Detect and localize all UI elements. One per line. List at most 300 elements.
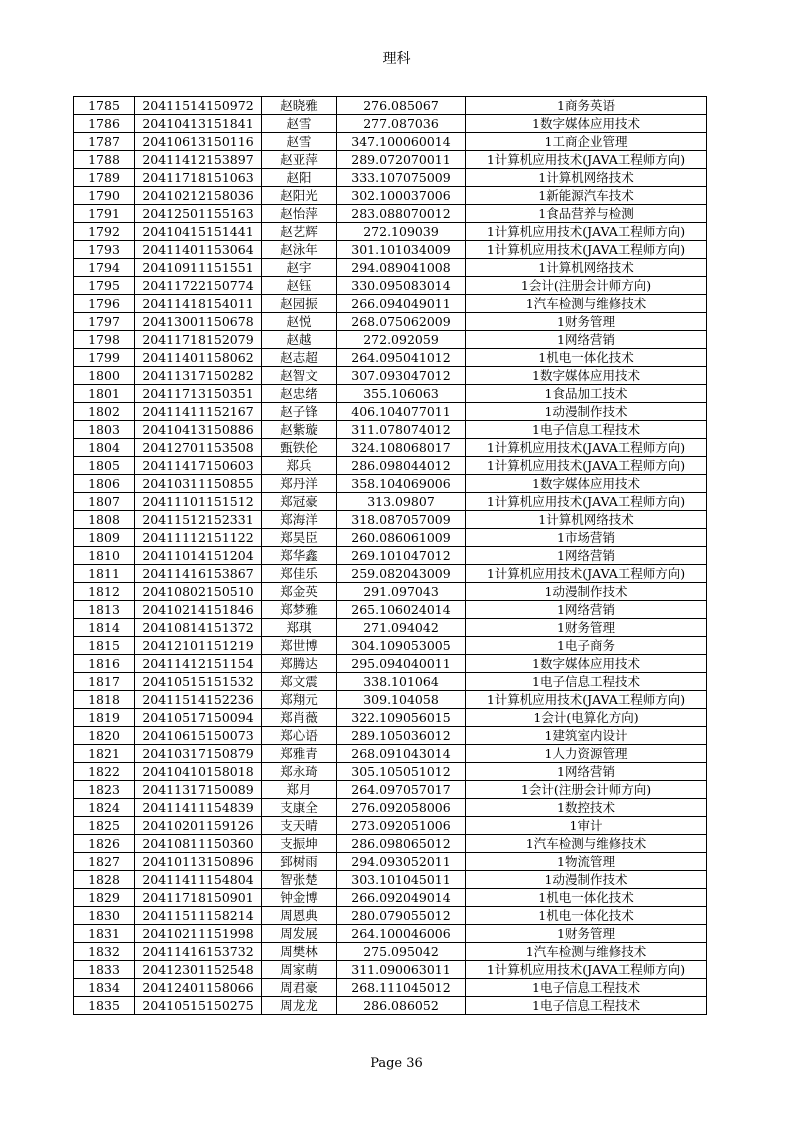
row-number-cell: 1833 — [74, 961, 135, 979]
student-name-cell: 周樊林 — [262, 943, 337, 961]
major-cell: 1汽车检测与维修技术 — [466, 835, 707, 853]
student-name-cell: 郑佳乐 — [262, 565, 337, 583]
table-row — [74, 565, 707, 583]
exam-id-cell: 20411411154804 — [135, 871, 262, 889]
score-cell: 318.087057009 — [337, 511, 466, 529]
student-name-cell: 智张楚 — [262, 871, 337, 889]
exam-id-cell: 20411722150774 — [135, 277, 262, 295]
student-name-cell: 郑华鑫 — [262, 547, 337, 565]
table-row — [74, 835, 707, 853]
student-name-cell: 郑金英 — [262, 583, 337, 601]
score-cell: 286.098065012 — [337, 835, 466, 853]
score-cell: 272.109039 — [337, 223, 466, 241]
exam-id-cell: 20412701153508 — [135, 439, 262, 457]
major-cell: 1计算机网络技术 — [466, 169, 707, 187]
exam-id-cell: 20410911151551 — [135, 259, 262, 277]
score-cell: 289.105036012 — [337, 727, 466, 745]
major-cell: 1汽车检测与维修技术 — [466, 943, 707, 961]
student-name-cell: 赵越 — [262, 331, 337, 349]
exam-id-cell: 20411401153064 — [135, 241, 262, 259]
student-name-cell: 周发展 — [262, 925, 337, 943]
student-name-cell: 郑琪 — [262, 619, 337, 637]
exam-id-cell: 20410517150094 — [135, 709, 262, 727]
score-cell: 283.088070012 — [337, 205, 466, 223]
exam-id-cell: 20411416153867 — [135, 565, 262, 583]
table-row — [74, 583, 707, 601]
exam-id-cell: 20410201159126 — [135, 817, 262, 835]
student-name-cell: 支康全 — [262, 799, 337, 817]
row-number-cell: 1790 — [74, 187, 135, 205]
student-name-cell: 赵艺辉 — [262, 223, 337, 241]
score-cell: 268.111045012 — [337, 979, 466, 997]
score-cell: 295.094040011 — [337, 655, 466, 673]
score-cell: 289.072070011 — [337, 151, 466, 169]
student-name-cell: 周君豪 — [262, 979, 337, 997]
exam-id-cell: 20410613150116 — [135, 133, 262, 151]
major-cell: 1计算机应用技术(JAVA工程师方向) — [466, 565, 707, 583]
major-cell: 1动漫制作技术 — [466, 871, 707, 889]
score-cell: 347.100060014 — [337, 133, 466, 151]
row-number-cell: 1789 — [74, 169, 135, 187]
row-number-cell: 1818 — [74, 691, 135, 709]
exam-id-cell: 20411317150282 — [135, 367, 262, 385]
exam-id-cell: 20411411154839 — [135, 799, 262, 817]
score-cell: 355.106063 — [337, 385, 466, 403]
row-number-cell: 1826 — [74, 835, 135, 853]
major-cell: 1计算机应用技术(JAVA工程师方向) — [466, 151, 707, 169]
major-cell: 1建筑室内设计 — [466, 727, 707, 745]
major-cell: 1会计(注册会计师方向) — [466, 781, 707, 799]
student-name-cell: 周龙龙 — [262, 997, 337, 1015]
score-cell: 266.092049014 — [337, 889, 466, 907]
table-row — [74, 727, 707, 745]
major-cell: 1计算机应用技术(JAVA工程师方向) — [466, 223, 707, 241]
exam-id-cell: 20410413151841 — [135, 115, 262, 133]
score-cell: 358.104069006 — [337, 475, 466, 493]
score-cell: 265.106024014 — [337, 601, 466, 619]
row-number-cell: 1808 — [74, 511, 135, 529]
major-cell: 1动漫制作技术 — [466, 583, 707, 601]
exam-id-cell: 20410415151441 — [135, 223, 262, 241]
row-number-cell: 1814 — [74, 619, 135, 637]
student-name-cell: 赵怡萍 — [262, 205, 337, 223]
table-row — [74, 619, 707, 637]
score-cell: 302.100037006 — [337, 187, 466, 205]
score-cell: 333.107075009 — [337, 169, 466, 187]
exam-id-cell: 20412301152548 — [135, 961, 262, 979]
major-cell: 1数字媒体应用技术 — [466, 115, 707, 133]
table-row — [74, 421, 707, 439]
row-number-cell: 1816 — [74, 655, 135, 673]
row-number-cell: 1795 — [74, 277, 135, 295]
student-name-cell: 赵泳年 — [262, 241, 337, 259]
score-cell: 266.094049011 — [337, 295, 466, 313]
student-name-cell: 支天晴 — [262, 817, 337, 835]
table-row — [74, 529, 707, 547]
major-cell: 1计算机网络技术 — [466, 511, 707, 529]
student-name-cell: 郑世博 — [262, 637, 337, 655]
table-row — [74, 223, 707, 241]
row-number-cell: 1822 — [74, 763, 135, 781]
table-row — [74, 205, 707, 223]
major-cell: 1计算机应用技术(JAVA工程师方向) — [466, 961, 707, 979]
table-row — [74, 709, 707, 727]
score-cell: 303.101045011 — [337, 871, 466, 889]
major-cell: 1新能源汽车技术 — [466, 187, 707, 205]
score-cell: 294.089041008 — [337, 259, 466, 277]
student-name-cell: 钟金博 — [262, 889, 337, 907]
row-number-cell: 1828 — [74, 871, 135, 889]
major-cell: 1会计(注册会计师方向) — [466, 277, 707, 295]
major-cell: 1财务管理 — [466, 925, 707, 943]
score-cell: 275.095042 — [337, 943, 466, 961]
row-number-cell: 1821 — [74, 745, 135, 763]
table-row — [74, 943, 707, 961]
exam-id-cell: 20411401158062 — [135, 349, 262, 367]
major-cell: 1机电一体化技术 — [466, 889, 707, 907]
exam-id-cell: 20411412151154 — [135, 655, 262, 673]
exam-id-cell: 20411411152167 — [135, 403, 262, 421]
row-number-cell: 1810 — [74, 547, 135, 565]
student-name-cell: 甄铁伦 — [262, 439, 337, 457]
student-name-cell: 郑心语 — [262, 727, 337, 745]
major-cell: 1会计(电算化方向) — [466, 709, 707, 727]
exam-id-cell: 20411101151512 — [135, 493, 262, 511]
row-number-cell: 1815 — [74, 637, 135, 655]
exam-id-cell: 20411718150901 — [135, 889, 262, 907]
student-name-cell: 赵阳 — [262, 169, 337, 187]
row-number-cell: 1798 — [74, 331, 135, 349]
score-cell: 291.097043 — [337, 583, 466, 601]
table-row — [74, 277, 707, 295]
row-number-cell: 1830 — [74, 907, 135, 925]
table-row — [74, 745, 707, 763]
score-cell: 309.104058 — [337, 691, 466, 709]
row-number-cell: 1817 — [74, 673, 135, 691]
major-cell: 1物流管理 — [466, 853, 707, 871]
table-row — [74, 871, 707, 889]
table-row — [74, 259, 707, 277]
major-cell: 1网络营销 — [466, 601, 707, 619]
major-cell: 1电子商务 — [466, 637, 707, 655]
exam-id-cell: 20411417150603 — [135, 457, 262, 475]
major-cell: 1数字媒体应用技术 — [466, 475, 707, 493]
table-row — [74, 403, 707, 421]
exam-id-cell: 20410214151846 — [135, 601, 262, 619]
major-cell: 1食品加工技术 — [466, 385, 707, 403]
major-cell: 1财务管理 — [466, 313, 707, 331]
exam-id-cell: 20411713150351 — [135, 385, 262, 403]
student-name-cell: 赵园振 — [262, 295, 337, 313]
major-cell: 1网络营销 — [466, 547, 707, 565]
exam-id-cell: 20411718151063 — [135, 169, 262, 187]
student-name-cell: 郅树雨 — [262, 853, 337, 871]
student-name-cell: 郑海洋 — [262, 511, 337, 529]
table-row — [74, 763, 707, 781]
major-cell: 1计算机应用技术(JAVA工程师方向) — [466, 493, 707, 511]
exam-id-cell: 20411416153732 — [135, 943, 262, 961]
table-row — [74, 601, 707, 619]
major-cell: 1人力资源管理 — [466, 745, 707, 763]
score-cell: 276.092058006 — [337, 799, 466, 817]
row-number-cell: 1799 — [74, 349, 135, 367]
table-row — [74, 115, 707, 133]
page-number: Page 36 — [370, 1056, 423, 1071]
student-name-cell: 周家萌 — [262, 961, 337, 979]
student-name-cell: 赵悦 — [262, 313, 337, 331]
table-row — [74, 925, 707, 943]
major-cell: 1数字媒体应用技术 — [466, 367, 707, 385]
table-row — [74, 439, 707, 457]
score-cell: 330.095083014 — [337, 277, 466, 295]
major-cell: 1电子信息工程技术 — [466, 997, 707, 1015]
exam-id-cell: 20410311150855 — [135, 475, 262, 493]
major-cell: 1动漫制作技术 — [466, 403, 707, 421]
exam-id-cell: 20410413150886 — [135, 421, 262, 439]
table-row — [74, 781, 707, 799]
student-name-cell: 赵忠绪 — [262, 385, 337, 403]
major-cell: 1财务管理 — [466, 619, 707, 637]
table-row — [74, 349, 707, 367]
major-cell: 1电子信息工程技术 — [466, 673, 707, 691]
table-row — [74, 313, 707, 331]
student-name-cell: 郑月 — [262, 781, 337, 799]
student-name-cell: 周恩典 — [262, 907, 337, 925]
table-row — [74, 997, 707, 1015]
major-cell: 1电子信息工程技术 — [466, 421, 707, 439]
score-cell: 268.091043014 — [337, 745, 466, 763]
table-row — [74, 673, 707, 691]
row-number-cell: 1788 — [74, 151, 135, 169]
score-cell: 268.075062009 — [337, 313, 466, 331]
table-row — [74, 457, 707, 475]
row-number-cell: 1792 — [74, 223, 135, 241]
exam-id-cell: 20410615150073 — [135, 727, 262, 745]
row-number-cell: 1797 — [74, 313, 135, 331]
score-cell: 324.108068017 — [337, 439, 466, 457]
row-number-cell: 1820 — [74, 727, 135, 745]
score-cell: 294.093052011 — [337, 853, 466, 871]
row-number-cell: 1785 — [74, 97, 135, 115]
major-cell: 1机电一体化技术 — [466, 349, 707, 367]
table-row — [74, 817, 707, 835]
student-name-cell: 赵紫璇 — [262, 421, 337, 439]
score-cell: 304.109053005 — [337, 637, 466, 655]
table-row — [74, 187, 707, 205]
score-cell: 269.101047012 — [337, 547, 466, 565]
score-cell: 264.097057017 — [337, 781, 466, 799]
row-number-cell: 1802 — [74, 403, 135, 421]
row-number-cell: 1825 — [74, 817, 135, 835]
score-cell: 260.086061009 — [337, 529, 466, 547]
table-row — [74, 151, 707, 169]
table-row — [74, 961, 707, 979]
exam-id-cell: 20412501155163 — [135, 205, 262, 223]
table-row — [74, 889, 707, 907]
row-number-cell: 1829 — [74, 889, 135, 907]
score-cell: 305.105051012 — [337, 763, 466, 781]
score-cell: 259.082043009 — [337, 565, 466, 583]
score-cell: 273.092051006 — [337, 817, 466, 835]
table-row — [74, 979, 707, 997]
student-name-cell: 郑腾达 — [262, 655, 337, 673]
row-number-cell: 1801 — [74, 385, 135, 403]
row-number-cell: 1807 — [74, 493, 135, 511]
exam-id-cell: 20411511158214 — [135, 907, 262, 925]
exam-id-cell: 20410317150879 — [135, 745, 262, 763]
major-cell: 1食品营养与检测 — [466, 205, 707, 223]
student-name-cell: 赵阳光 — [262, 187, 337, 205]
exam-id-cell: 20412401158066 — [135, 979, 262, 997]
row-number-cell: 1796 — [74, 295, 135, 313]
score-cell: 264.095041012 — [337, 349, 466, 367]
student-name-cell: 赵子锋 — [262, 403, 337, 421]
student-name-cell: 赵宇 — [262, 259, 337, 277]
row-number-cell: 1787 — [74, 133, 135, 151]
row-number-cell: 1832 — [74, 943, 135, 961]
student-name-cell: 支振坤 — [262, 835, 337, 853]
exam-id-cell: 20410811150360 — [135, 835, 262, 853]
row-number-cell: 1809 — [74, 529, 135, 547]
table-row — [74, 853, 707, 871]
table-row — [74, 799, 707, 817]
row-number-cell: 1831 — [74, 925, 135, 943]
row-number-cell: 1811 — [74, 565, 135, 583]
score-cell: 264.100046006 — [337, 925, 466, 943]
major-cell: 1机电一体化技术 — [466, 907, 707, 925]
table-row — [74, 385, 707, 403]
exam-id-cell: 20410113150896 — [135, 853, 262, 871]
row-number-cell: 1813 — [74, 601, 135, 619]
table-row — [74, 493, 707, 511]
table-row — [74, 655, 707, 673]
student-name-cell: 郑永琦 — [262, 763, 337, 781]
row-number-cell: 1786 — [74, 115, 135, 133]
major-cell: 1网络营销 — [466, 331, 707, 349]
table-row — [74, 169, 707, 187]
table-row — [74, 331, 707, 349]
student-name-cell: 郑丹洋 — [262, 475, 337, 493]
table-row — [74, 133, 707, 151]
exam-id-cell: 20410515151532 — [135, 673, 262, 691]
student-name-cell: 郑肖薇 — [262, 709, 337, 727]
exam-id-cell: 20411718152079 — [135, 331, 262, 349]
score-cell: 338.101064 — [337, 673, 466, 691]
table-row — [74, 637, 707, 655]
student-name-cell: 赵雪 — [262, 115, 337, 133]
table-row — [74, 367, 707, 385]
student-name-cell: 赵晓雅 — [262, 97, 337, 115]
table-row — [74, 97, 707, 115]
row-number-cell: 1823 — [74, 781, 135, 799]
row-number-cell: 1827 — [74, 853, 135, 871]
exam-id-cell: 20410515150275 — [135, 997, 262, 1015]
row-number-cell: 1835 — [74, 997, 135, 1015]
score-cell: 313.09807 — [337, 493, 466, 511]
row-number-cell: 1819 — [74, 709, 135, 727]
row-number-cell: 1804 — [74, 439, 135, 457]
row-number-cell: 1806 — [74, 475, 135, 493]
row-number-cell: 1791 — [74, 205, 135, 223]
row-number-cell: 1793 — [74, 241, 135, 259]
row-number-cell: 1803 — [74, 421, 135, 439]
admission-table — [73, 96, 707, 1015]
student-name-cell: 郑雅青 — [262, 745, 337, 763]
exam-id-cell: 20410211151998 — [135, 925, 262, 943]
major-cell: 1电子信息工程技术 — [466, 979, 707, 997]
score-cell: 271.094042 — [337, 619, 466, 637]
exam-id-cell: 20413001150678 — [135, 313, 262, 331]
row-number-cell: 1805 — [74, 457, 135, 475]
exam-id-cell: 20411512152331 — [135, 511, 262, 529]
major-cell: 1工商企业管理 — [466, 133, 707, 151]
student-name-cell: 赵亚萍 — [262, 151, 337, 169]
table-row — [74, 691, 707, 709]
major-cell: 1汽车检测与维修技术 — [466, 295, 707, 313]
row-number-cell: 1794 — [74, 259, 135, 277]
major-cell: 1计算机网络技术 — [466, 259, 707, 277]
score-cell: 406.104077011 — [337, 403, 466, 421]
score-cell: 322.109056015 — [337, 709, 466, 727]
exam-id-cell: 20411317150089 — [135, 781, 262, 799]
score-cell: 286.098044012 — [337, 457, 466, 475]
major-cell: 1审计 — [466, 817, 707, 835]
student-name-cell: 郑昊臣 — [262, 529, 337, 547]
exam-id-cell: 20411412153897 — [135, 151, 262, 169]
exam-id-cell: 20411014151204 — [135, 547, 262, 565]
student-name-cell: 赵志超 — [262, 349, 337, 367]
major-cell: 1数字媒体应用技术 — [466, 655, 707, 673]
student-name-cell: 赵雪 — [262, 133, 337, 151]
exam-id-cell: 20411418154011 — [135, 295, 262, 313]
score-cell: 277.087036 — [337, 115, 466, 133]
score-cell: 307.093047012 — [337, 367, 466, 385]
row-number-cell: 1812 — [74, 583, 135, 601]
score-cell: 280.079055012 — [337, 907, 466, 925]
table-row — [74, 295, 707, 313]
student-name-cell: 赵智文 — [262, 367, 337, 385]
score-cell: 311.078074012 — [337, 421, 466, 439]
exam-id-cell: 20411514152236 — [135, 691, 262, 709]
row-number-cell: 1800 — [74, 367, 135, 385]
major-cell: 1计算机应用技术(JAVA工程师方向) — [466, 691, 707, 709]
major-cell: 1市场营销 — [466, 529, 707, 547]
major-cell: 1网络营销 — [466, 763, 707, 781]
major-cell: 1计算机应用技术(JAVA工程师方向) — [466, 439, 707, 457]
exam-id-cell: 20410802150510 — [135, 583, 262, 601]
table-row — [74, 475, 707, 493]
major-cell: 1商务英语 — [466, 97, 707, 115]
exam-id-cell: 20410410158018 — [135, 763, 262, 781]
row-number-cell: 1824 — [74, 799, 135, 817]
major-cell: 1数控技术 — [466, 799, 707, 817]
student-name-cell: 郑兵 — [262, 457, 337, 475]
major-cell: 1计算机应用技术(JAVA工程师方向) — [466, 457, 707, 475]
score-cell: 276.085067 — [337, 97, 466, 115]
student-name-cell: 郑梦雅 — [262, 601, 337, 619]
major-cell: 1计算机应用技术(JAVA工程师方向) — [466, 241, 707, 259]
page-header-title: 理科 — [382, 51, 411, 67]
exam-id-cell: 20412101151219 — [135, 637, 262, 655]
score-cell: 301.101034009 — [337, 241, 466, 259]
student-name-cell: 郑翔元 — [262, 691, 337, 709]
score-cell: 311.090063011 — [337, 961, 466, 979]
student-name-cell: 郑文震 — [262, 673, 337, 691]
exam-id-cell: 20410212158036 — [135, 187, 262, 205]
exam-id-cell: 20410814151372 — [135, 619, 262, 637]
exam-id-cell: 20411112151122 — [135, 529, 262, 547]
score-cell: 286.086052 — [337, 997, 466, 1015]
